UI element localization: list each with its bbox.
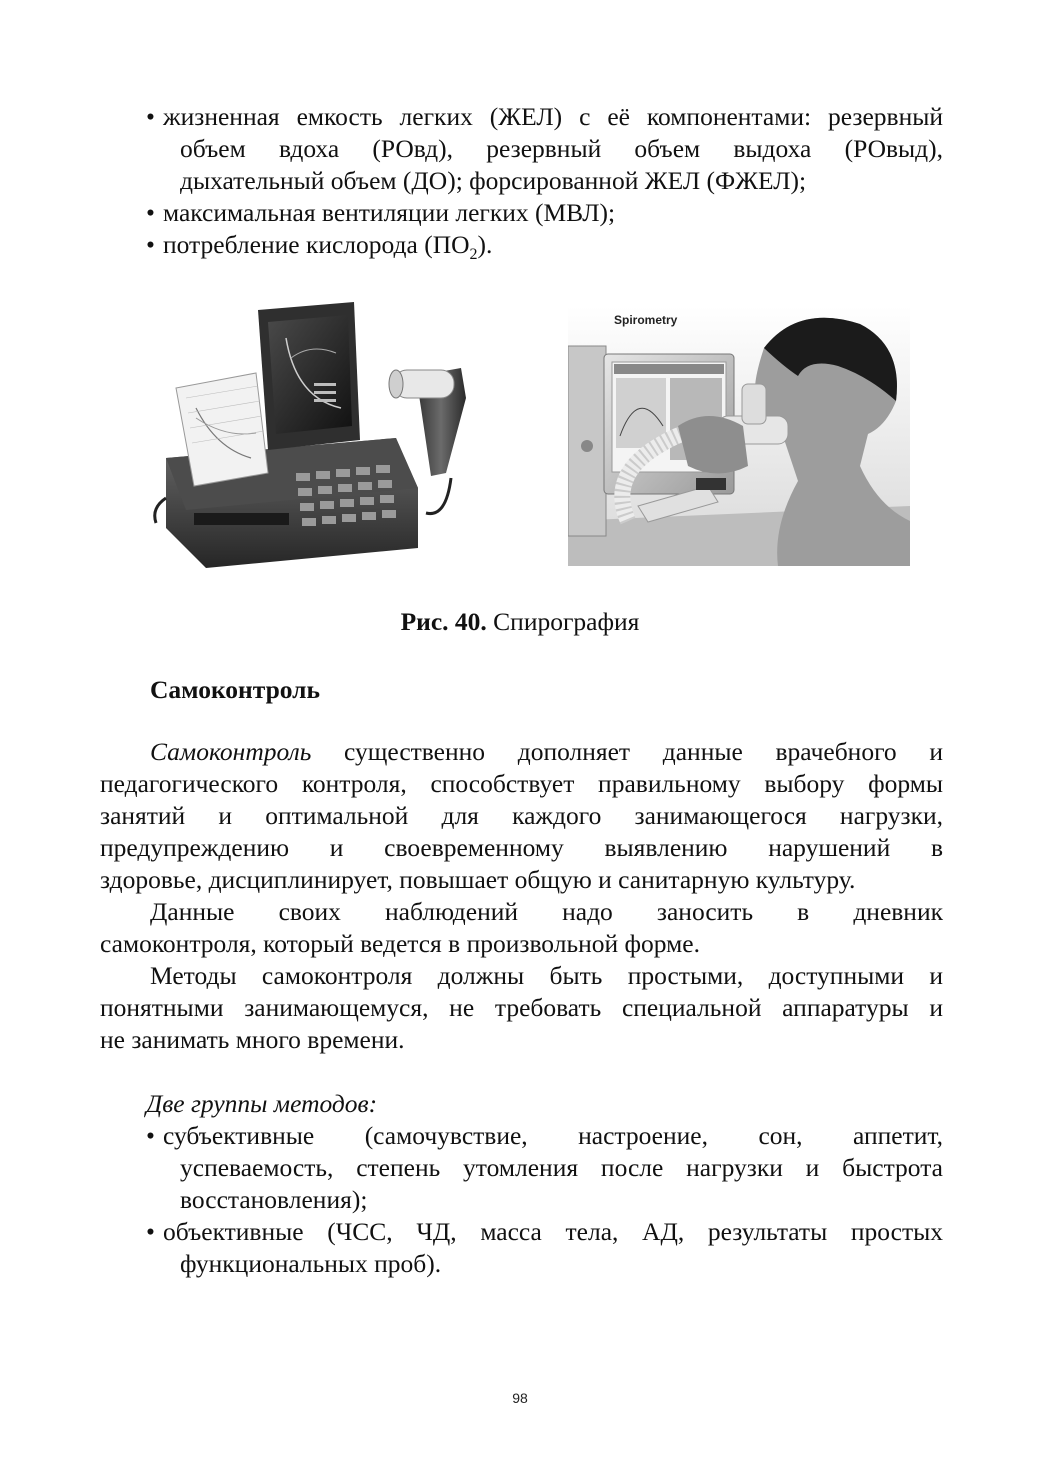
paragraph-3-line2: понятными занимающемуся, не требовать специальной аппаратуры и bbox=[100, 993, 943, 1022]
list-item-vital-capacity-line2: объем вдоха (РОвд), резервный объем выдоха (РОвыд), bbox=[180, 134, 943, 163]
bullet-marker: • bbox=[146, 102, 155, 131]
bullet-marker: • bbox=[146, 230, 155, 259]
list-item-vital-capacity-line3: дыхательный объем (ДО); форсированной ЖЕЛ (ФЖЕЛ); bbox=[180, 166, 807, 195]
list-item-vital-capacity-line1: жизненная емкость легких (ЖЕЛ) с её компонентами: резервный bbox=[163, 102, 943, 131]
paragraph-1-line5: здоровье, дисциплинирует, повышает общую и санитарную культуру. bbox=[100, 865, 856, 894]
list-item-max-ventilation: максимальная вентиляции легких (МВЛ); bbox=[163, 198, 616, 227]
spirometer-device-image bbox=[146, 298, 478, 580]
bullet-marker: • bbox=[146, 1217, 155, 1246]
spirometry-photo bbox=[568, 306, 910, 566]
page-number: 98 bbox=[512, 1390, 528, 1406]
list-item-oxygen-consumption: потребление кислорода $(ПО_2)$. bbox=[163, 230, 493, 264]
paragraph-3-line3: не занимать много времени. bbox=[100, 1025, 405, 1054]
bullet-marker: • bbox=[146, 1121, 155, 1150]
bullet-marker: • bbox=[146, 198, 155, 227]
paragraph-2-line1: Данные своих наблюдений надо заносить в дневник bbox=[150, 897, 943, 926]
paragraph-1-line2: педагогического контроля, способствует правильному выбору формы bbox=[100, 769, 943, 798]
paragraph-1-line3: занятий и оптимальной для каждого занимающегося нагрузки, bbox=[100, 801, 943, 830]
methods-item-subjective-line1: субъективные (самочувствие, настроение, сон, аппетит, bbox=[163, 1121, 943, 1150]
methods-heading: Две группы методов: bbox=[146, 1089, 378, 1118]
paragraph-3-line1: Методы самоконтроля должны быть простыми, доступными и bbox=[150, 961, 943, 990]
methods-item-objective-line2: функциональных проб). bbox=[180, 1249, 442, 1278]
paragraph-1-line4: предупреждению и своевременному выявлению нарушений в bbox=[100, 833, 943, 862]
methods-item-objective-line1: объективные (ЧСС, ЧД, масса тела, АД, результаты простых bbox=[163, 1217, 943, 1246]
paragraph-2-line2: самоконтроля, который ведется в произвольной форме. bbox=[100, 929, 700, 958]
section-heading: Самоконтроль bbox=[150, 675, 320, 704]
methods-item-subjective-line3: восстановления); bbox=[180, 1185, 368, 1214]
methods-item-subjective-line2: успеваемость, степень утомления после нагрузки и быстрота bbox=[180, 1153, 943, 1182]
figure-caption: Рис. 40. Спирография bbox=[400, 607, 640, 636]
spirometry-label: Spirometry bbox=[614, 313, 678, 327]
paragraph-1-line1: Самоконтроль существенно дополняет данные врачебного и bbox=[150, 737, 943, 766]
